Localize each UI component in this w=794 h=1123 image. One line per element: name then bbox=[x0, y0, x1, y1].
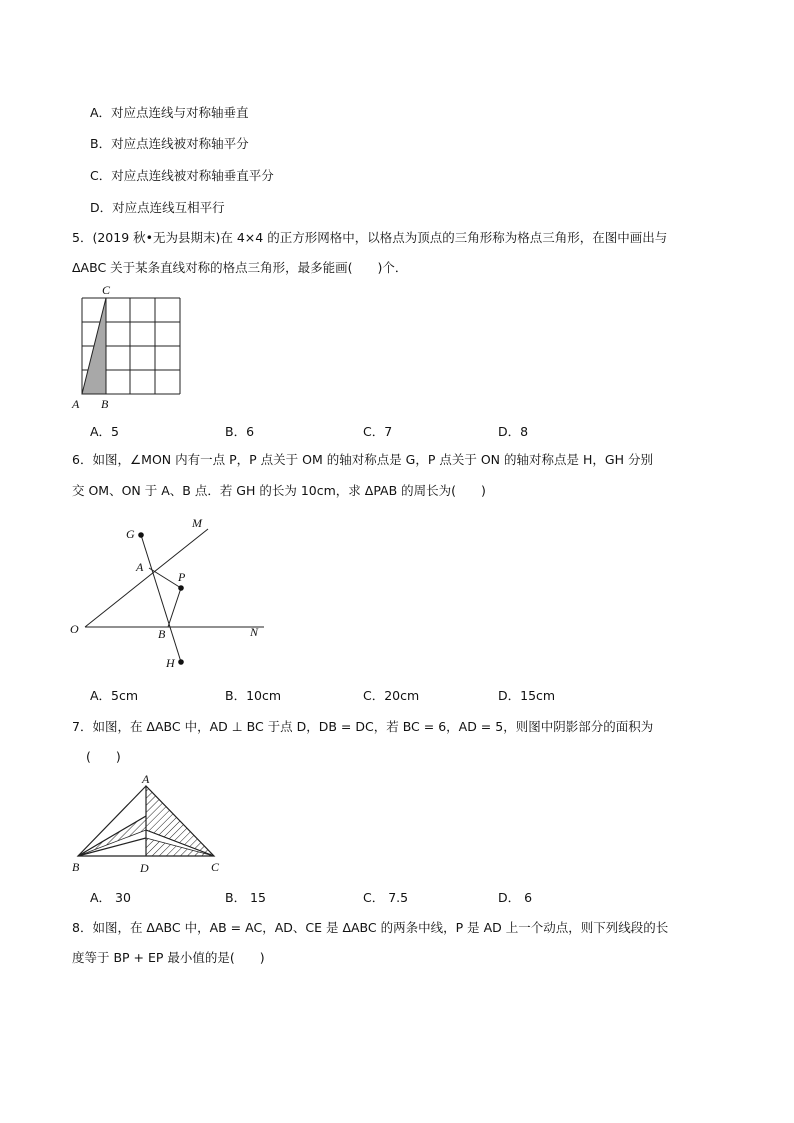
q6-option-c: C．20cm bbox=[363, 688, 420, 703]
label-a: A bbox=[136, 560, 144, 574]
label-a: A bbox=[72, 397, 80, 411]
label-m: M bbox=[192, 516, 202, 530]
q5-option-d: D．8 bbox=[498, 424, 529, 439]
label-b: B bbox=[72, 860, 80, 874]
segment-ap bbox=[149, 568, 181, 588]
q6-option-d: D．15cm bbox=[498, 688, 556, 703]
q4-option-b: B．对应点连线被对称轴平分 bbox=[90, 136, 249, 151]
q5-text-line2: ΔABC 关于某条直线对称的格点三角形，最多能画( )个． bbox=[72, 260, 408, 275]
point-p bbox=[178, 585, 184, 591]
q7-option-d: D． 6 bbox=[498, 890, 533, 905]
q6-option-b: B．10cm bbox=[225, 688, 282, 703]
q7-triangle-figure bbox=[66, 772, 236, 882]
point-h bbox=[178, 659, 184, 665]
label-h: H bbox=[166, 656, 175, 670]
label-a: A bbox=[142, 772, 150, 786]
label-b: B bbox=[158, 627, 166, 641]
segment-pb bbox=[168, 588, 181, 627]
label-n: N bbox=[250, 625, 259, 639]
q4-option-c: C．对应点连线被对称轴垂直平分 bbox=[90, 168, 274, 183]
q7-text-line2: ( ) bbox=[86, 749, 121, 764]
q7-option-a: A． 30 bbox=[90, 890, 131, 905]
ray-om bbox=[85, 529, 208, 627]
q7-text-line1: 7．如图，在 ΔABC 中，AD ⊥ BC 于点 D，DB = DC，若 BC = 6，AD = 5，则图中阴影部分的面积为 bbox=[72, 719, 654, 734]
point-g bbox=[138, 532, 144, 538]
q4-option-a: A．对应点连线与对称轴垂直 bbox=[90, 105, 249, 120]
label-p: P bbox=[178, 570, 186, 584]
label-c: C bbox=[211, 860, 220, 874]
label-c: C bbox=[102, 283, 111, 297]
label-o: O bbox=[70, 622, 79, 636]
q8-text-line2: 度等于 BP + EP 最小值的是( ) bbox=[72, 950, 265, 965]
q5-option-b: B．6 bbox=[225, 424, 255, 439]
q6-text-line1: 6．如图，∠MON 内有一点 P，P 点关于 OM 的轴对称点是 G，P 点关于 ON 的轴对称点是 H，GH 分别 bbox=[72, 452, 653, 467]
label-g: G bbox=[126, 527, 135, 541]
q7-option-b: B． 15 bbox=[225, 890, 266, 905]
q6-angle-figure bbox=[60, 510, 280, 675]
q5-grid-figure bbox=[68, 282, 198, 412]
label-b: B bbox=[101, 397, 109, 411]
q6-option-a: A．5cm bbox=[90, 688, 139, 703]
q8-text-line1: 8．如图，在 ΔABC 中，AB = AC，AD、CE 是 ΔABC 的两条中线，P 是 AD 上一个动点，则下列线段的长 bbox=[72, 920, 669, 935]
q5-option-a: A．5 bbox=[90, 424, 120, 439]
segment-gh bbox=[141, 535, 181, 662]
q6-text-line2: 交 OM、ON 于 A、B 点．若 GH 的长为 10cm，求 ΔPAB 的周长为( ) bbox=[72, 483, 486, 498]
q4-option-d: D．对应点连线互相平行 bbox=[90, 200, 225, 215]
q5-option-c: C．7 bbox=[363, 424, 393, 439]
label-d: D bbox=[140, 861, 149, 875]
q7-option-c: C． 7.5 bbox=[363, 890, 409, 905]
q5-text-line1: 5．(2019 秋•无为县期末)在 4×4 的正方形网格中，以格点为顶点的三角形称为格点三角形，在图中画出与 bbox=[72, 230, 668, 245]
